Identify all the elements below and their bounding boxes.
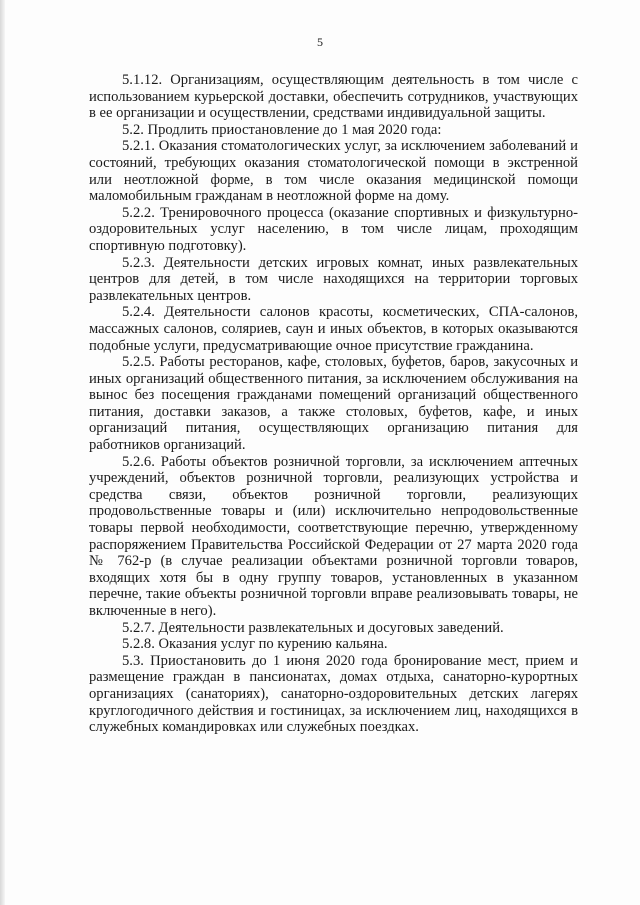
paragraph-5-2-7: 5.2.7. Деятельности развлекательных и досуговых заведений. — [122, 619, 504, 636]
paragraph-5-2-6: 5.2.6. Работы объектов розничной торговли, за исключением аптечных учреждений, объектов розничной торговли, реализующих устройства и средства связи, объектов розничной торговли, реализующих продовольственные товары и (или) исключительно непродовольственные товары первой необходимости, соответствующие перечню, утвержденному распоряжением Правительства Российской Федерации от 27 марта 2020 года № 762-р (в случае реализации объектами розничной торговли товаров, входящих хотя бы в одну группу товаров, установленных в указанном перечне, такие объекты розничной торговли вправе реализовывать товары, не включенные в него). — [89, 453, 578, 619]
paragraph-5-2-3: 5.2.3. Деятельности детских игровых комнат, иных развлекательных центров для детей, в том числе находящихся на территории торговых развлекательных центров. — [89, 254, 578, 304]
document-body — [89, 72, 578, 736]
paragraph-5-3: 5.3. Приостановить до 1 июня 2020 года бронирование мест, прием и размещение граждан в пансионатах, домах отдыха, санаторно-курортных организациях (санаториях), санаторно-оздоровительных детских лагерях круглогодичного действия и гостиницах, за исключением лиц, находящихся в служебных командировках или служебных поездках. — [89, 652, 578, 736]
paragraph-5-2-4: 5.2.4. Деятельности салонов красоты, косметических, СПА-салонов, массажных салонов, соляриев, саун и иных объектов, в которых оказываются подобные услуги, предусматривающие очное присутствие гражданина. — [89, 304, 578, 354]
paragraph-5-2-8: 5.2.8. Оказания услуг по курению кальяна. — [122, 636, 388, 653]
paragraph-5-1-12: 5.1.12. Организациям, осуществляющим деятельность в том числе с использованием курьерской доставки, обеспечить сотрудников, участвующих в ее организации и осуществлении, средствами индивидуальной защиты. — [89, 72, 578, 122]
paragraph-5-2-1: 5.2.1. Оказания стоматологических услуг, за исключением заболеваний и состояний, требующих оказания стоматологической помощи в экстренной или неотложной форме, в том числе оказания медицинской помощи маломобильным гражданам в неотложной форме на дому. — [89, 138, 578, 205]
paragraph-5-2-5: 5.2.5. Работы ресторанов, кафе, столовых, буфетов, баров, закусочных и иных организаций общественного питания, за исключением обслуживания на вынос без посещения гражданами помещений организаций общественного питания, доставки заказов, а также столовых, буфетов, кафе, и иных организаций питания, осуществляющих организацию питания для работников организаций. — [89, 354, 578, 454]
scan-edge-shadow — [0, 0, 5, 905]
paragraph-5-2-2: 5.2.2. Тренировочного процесса (оказание спортивных и физкультурно-оздоровительных услуг населению, в том числе лицам, проходящим спортивную подготовку). — [89, 204, 578, 254]
page-number: 5 — [317, 35, 323, 49]
paragraph-5-2: 5.2. Продлить приостановление до 1 мая 2020 года: — [122, 121, 442, 138]
